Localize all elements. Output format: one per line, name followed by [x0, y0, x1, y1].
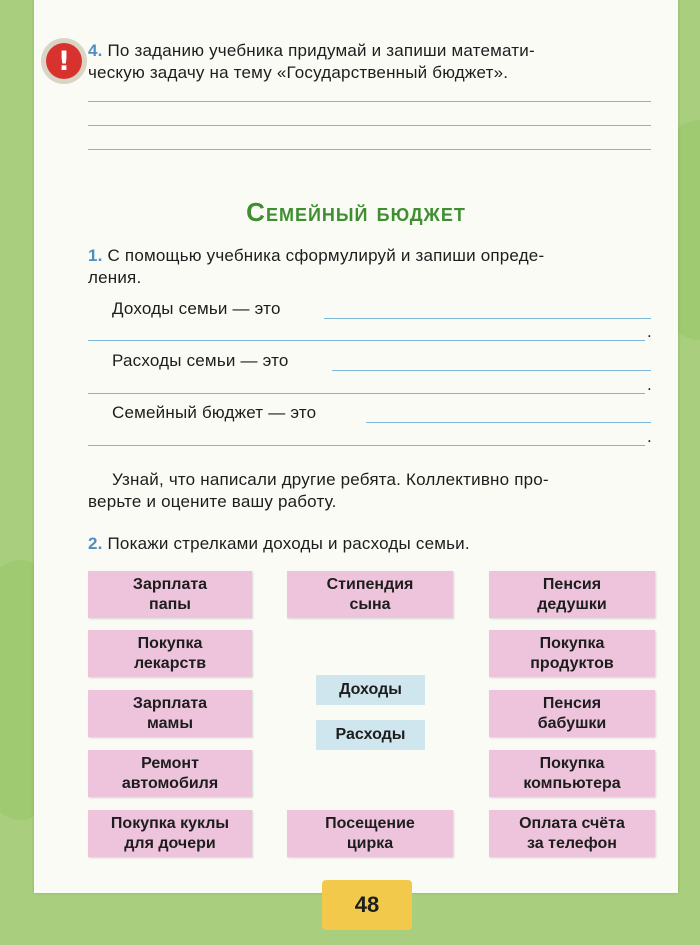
- income-definition-label: Доходы семьи — это: [112, 299, 281, 318]
- income-answer-line[interactable]: [88, 340, 645, 341]
- answer-line[interactable]: [88, 101, 651, 102]
- workbook-page: [34, 0, 678, 893]
- box-car-repair[interactable]: Ремонт автомобиля: [88, 750, 252, 797]
- box-grandpa-pension[interactable]: Пенсия дедушки: [489, 571, 655, 618]
- box-dad-salary[interactable]: Зарплата папы: [88, 571, 252, 618]
- task2-text: [88, 533, 470, 555]
- task1-line1: С помощью учебника сформулируй и запиши опреде-: [107, 246, 545, 265]
- task4-text-line1: [88, 40, 535, 62]
- expenses-definition-label: Расходы семьи — это: [112, 351, 289, 370]
- task1-number: 1.: [88, 246, 103, 265]
- answer-line[interactable]: [88, 149, 651, 150]
- box-computer[interactable]: Покупка компьютера: [489, 750, 655, 797]
- box-mom-salary[interactable]: Зарплата мамы: [88, 690, 252, 737]
- expenses-answer-line[interactable]: [332, 370, 651, 371]
- task1-text-line2: ления.: [88, 268, 142, 287]
- budget-answer-line[interactable]: [366, 422, 651, 423]
- box-groceries[interactable]: Покупка продуктов: [489, 630, 655, 677]
- box-medicine[interactable]: Покупка лекарств: [88, 630, 252, 677]
- task4-text-line2: ческую задачу на тему «Государственный бюджет».: [88, 63, 509, 82]
- warning-badge: [41, 38, 87, 84]
- center-income-box[interactable]: Доходы: [316, 675, 425, 705]
- task2-line: Покажи стрелками доходы и расходы семьи.: [107, 534, 470, 553]
- box-doll[interactable]: Покупка куклы для дочери: [88, 810, 252, 857]
- task4-number: 4.: [88, 41, 103, 60]
- income-answer-line[interactable]: [324, 318, 651, 319]
- box-son-stipend[interactable]: Стипендия сына: [287, 571, 453, 618]
- period: .: [647, 375, 652, 394]
- period: .: [647, 427, 652, 446]
- page-number: 48: [322, 880, 412, 930]
- note-line1: Узнай, что написали другие ребята. Коллективно про-: [112, 470, 549, 489]
- box-phone-bill[interactable]: Оплата счёта за телефон: [489, 810, 655, 857]
- center-expenses-box[interactable]: Расходы: [316, 720, 425, 750]
- box-circus[interactable]: Посещение цирка: [287, 810, 453, 857]
- task4-line1: По заданию учебника придумай и запиши математи-: [107, 41, 535, 60]
- period: .: [647, 322, 652, 341]
- task1-text-line1: [88, 245, 544, 267]
- answer-line[interactable]: [88, 125, 651, 126]
- budget-definition-label: Семейный бюджет — это: [112, 403, 317, 422]
- section-title: Семейный бюджет: [246, 197, 466, 227]
- budget-answer-line[interactable]: [88, 445, 645, 446]
- note-line2: верьте и оцените вашу работу.: [88, 492, 337, 511]
- box-grandma-pension[interactable]: Пенсия бабушки: [489, 690, 655, 737]
- exclamation-icon: !: [46, 43, 82, 79]
- expenses-answer-line[interactable]: [88, 393, 645, 394]
- task2-number: 2.: [88, 534, 103, 553]
